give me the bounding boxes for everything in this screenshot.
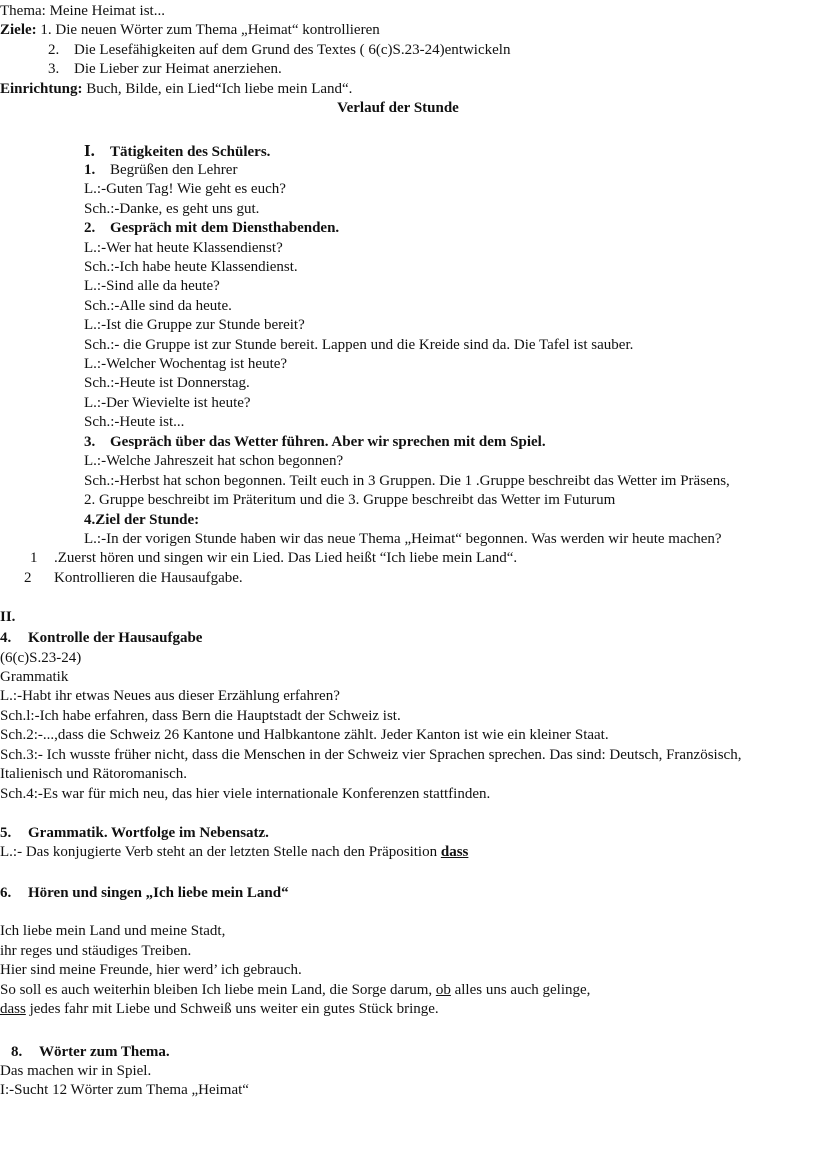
plan-list-item — [24, 569, 243, 588]
song-line: Ich liebe mein Land und meine Stadt, — [0, 923, 226, 939]
dialog-line: Sch.3:- Ich wusste früher nicht, dass die Menschen in der Schweiz vier Sprachen sprechen. Das sind: Deutsch, Französisch, — [0, 747, 742, 763]
dialog-line: Sch.:-Heute ist... — [84, 414, 185, 430]
list-number: 1 — [30, 550, 38, 566]
grammar-rule-text: L.:- Das konjugierte Verb steht an der letzten Stelle nach den Präposition — [0, 844, 441, 860]
step-3-number: 3. — [84, 434, 96, 450]
einrichtung-line — [0, 80, 352, 99]
dialog-line: L.:-Guten Tag! Wie geht es euch? — [84, 181, 286, 197]
einrichtung-label: Einrichtung: — [0, 81, 83, 97]
song-line — [0, 981, 590, 1000]
ziel-3-number: 3. — [48, 61, 60, 77]
dialog-line: L.:-Wer hat heute Klassendienst? — [84, 240, 283, 256]
dialog-line: Sch.l:-Ich habe erfahren, dass Bern die Hauptstadt der Schweiz ist. — [0, 708, 401, 724]
step-title: Hören und singen „Ich liebe mein Land“ — [28, 885, 289, 901]
song-line — [0, 1000, 439, 1019]
step-title: Grammatik. Wortfolge im Nebensatz. — [28, 825, 269, 841]
step-3-title: Gespräch über das Wetter führen. Aber wir sprechen mit dem Spiel. — [110, 434, 546, 450]
step-4-heading: 4.Ziel der Stunde: — [84, 512, 200, 528]
step-title: Wörter zum Thema. — [39, 1044, 170, 1060]
step-2-number: 2. — [84, 220, 96, 236]
ziel-2-number: 2. — [48, 42, 60, 58]
song-text: So soll es auch weiterhin bleiben Ich liebe mein Land, die Sorge darum, — [0, 982, 436, 998]
ziel-2-line — [48, 41, 510, 60]
step-2-heading — [84, 219, 339, 238]
dialog-line: L.:-Der Wievielte ist heute? — [84, 395, 251, 411]
step-number: 5. — [0, 825, 12, 841]
list-number: 2 — [24, 570, 32, 586]
textbook-reference: (6(c)S.23-24) — [0, 650, 82, 666]
dialog-line: Sch.:-Heute ist Donnerstag. — [84, 375, 250, 391]
grammar-rule-line — [0, 843, 468, 862]
grammatik-label: Grammatik — [0, 669, 69, 685]
list-text: Kontrollieren die Hausaufgabe. — [54, 570, 243, 586]
plan-list-item — [30, 549, 517, 568]
song-keyword: ob — [435, 982, 451, 998]
section-1-heading — [84, 141, 270, 160]
dialog-line: 2. Gruppe beschreibt im Präteritum und die 3. Gruppe beschreibt das Wetter im Futurum — [84, 492, 616, 508]
dialog-line: Sch.2:-...,dass die Schweiz 26 Kantone und Halbkantone zählt. Jeder Kanton ist wie ein kleiner Staat. — [0, 727, 609, 743]
step-1-heading — [84, 161, 237, 180]
dialog-line: L.:-Welcher Wochentag ist heute? — [84, 356, 288, 372]
step-1-title: Begrüßen den Lehrer — [110, 162, 238, 178]
dialog-line: Sch.:-Herbst hat schon begonnen. Teilt euch in 3 Gruppen. Die 1 .Gruppe beschreibt das Wetter im Präsens, — [84, 473, 730, 489]
section-1-number: I. — [84, 141, 95, 160]
step-5-heading — [0, 824, 269, 843]
step-number: 4. — [0, 630, 12, 646]
ziele-label: Ziele: — [0, 22, 37, 38]
song-line: Hier sind meine Freunde, hier werd’ ich gebrauch. — [0, 962, 302, 978]
ziel-2: Die Lesefähigkeiten auf dem Grund des Textes ( 6(c)S.23-24)entwickeln — [74, 42, 511, 58]
dialog-line: L.:-Sind alle da heute? — [84, 278, 220, 294]
dialog-line: Sch.:- die Gruppe ist zur Stunde bereit. Lappen und die Kreide sind da. Die Tafel ist sauber. — [84, 337, 634, 353]
song-keyword: dass — [0, 1001, 26, 1017]
dialog-line: L.:-In der vorigen Stunde haben wir das neue Thema „Heimat“ begonnen. Was werden wir heute machen? — [84, 531, 722, 547]
dialog-line: Sch.4:-Es war für mich neu, das hier viele internationale Konferenzen stattfinden. — [0, 786, 491, 802]
list-text: .Zuerst hören und singen wir ein Lied. Das Lied heißt “Ich liebe mein Land“. — [54, 550, 518, 566]
einrichtung-text: Buch, Bilde, ein Lied“Ich liebe mein Land“. — [82, 81, 353, 97]
song-line: ihr reges und stäudiges Treiben. — [0, 943, 192, 959]
instruction-line: Das machen wir in Spiel. — [0, 1063, 152, 1079]
grammar-keyword: dass — [440, 844, 469, 860]
step-title: Kontrolle der Hausaufgabe — [28, 630, 203, 646]
step-8-heading — [11, 1043, 170, 1062]
step-6-heading — [0, 884, 289, 903]
dialog-line: L.:-Ist die Gruppe zur Stunde bereit? — [84, 317, 305, 333]
step-1-number: 1. — [84, 162, 96, 178]
section-1-title: Tätigkeiten des Schülers. — [110, 144, 271, 160]
step-3-heading — [84, 433, 546, 452]
ziel-3-line — [48, 60, 282, 79]
song-text: alles uns auch gelinge, — [450, 982, 591, 998]
dialog-line: L.:-Habt ihr etwas Neues aus dieser Erzählung erfahren? — [0, 688, 340, 704]
dialog-line: Sch.:-Alle sind da heute. — [84, 298, 232, 314]
dialog-line: L.:-Welche Jahreszeit hat schon begonnen? — [84, 453, 344, 469]
dialog-line: Sch.:-Ich habe heute Klassendienst. — [84, 259, 298, 275]
step-4-check-heading — [0, 629, 202, 648]
dialog-line: Sch.:-Danke, es geht uns gut. — [84, 201, 260, 217]
step-number: 6. — [0, 885, 12, 901]
dialog-line: Italienisch und Rätoromanisch. — [0, 766, 188, 782]
ziel-3: Die Lieber zur Heimat anerziehen. — [74, 61, 282, 77]
thema-line: Thema: Meine Heimat ist... — [0, 3, 165, 19]
step-number: 8. — [11, 1044, 23, 1060]
ziele-line — [0, 21, 380, 40]
song-text: jedes fahr mit Liebe und Schweiß uns weiter ein gutes Stück bringe. — [25, 1001, 439, 1017]
instruction-line: I:-Sucht 12 Wörter zum Thema „Heimat“ — [0, 1082, 249, 1098]
verlauf-heading: Verlauf der Stunde — [337, 100, 459, 116]
ziel-1: 1. Die neuen Wörter zum Thema „Heimat“ kontrollieren — [36, 22, 380, 38]
step-2-title: Gespräch mit dem Diensthabenden. — [110, 220, 340, 236]
section-2-heading: II. — [0, 609, 16, 625]
